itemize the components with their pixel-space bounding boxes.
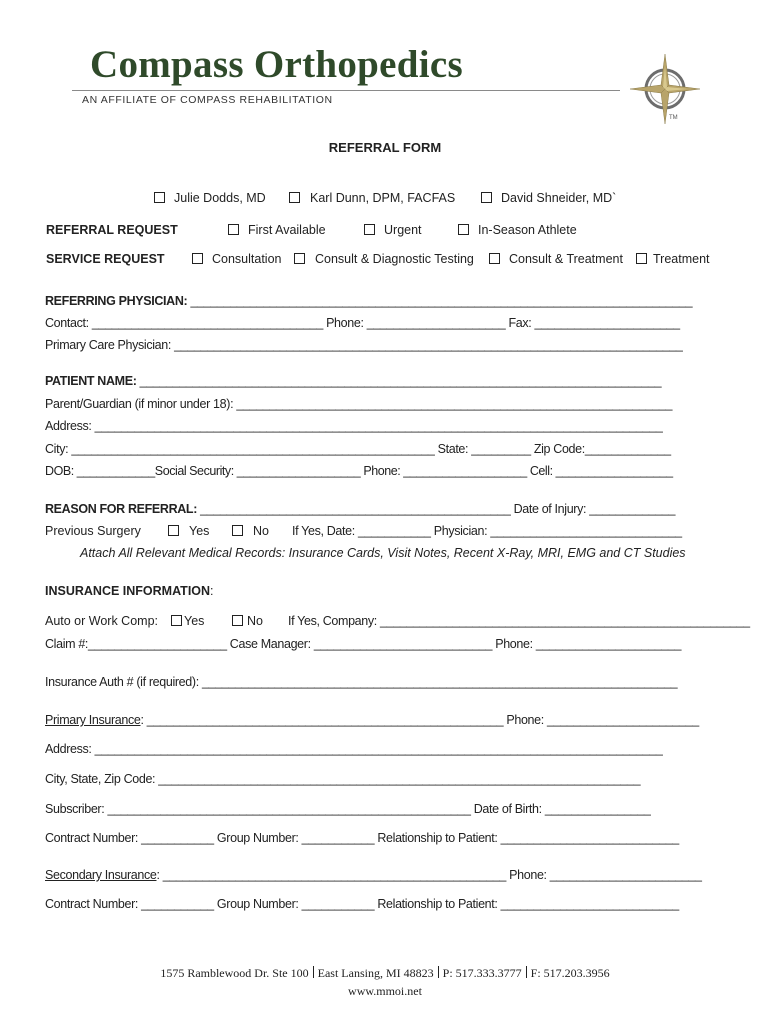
- auto-comp-no-checkbox[interactable]: [232, 615, 243, 626]
- consult-treatment-checkbox[interactable]: [489, 253, 500, 264]
- referring-physician-line[interactable]: [45, 293, 692, 309]
- if-yes-company-line[interactable]: If Yes, Company: ________________________________________________________: [288, 614, 750, 628]
- referring-physician-label: REFERRING PHYSICIAN:: [45, 294, 188, 308]
- dob-line[interactable]: DOB: ____________Social Security: ___________________ Phone: ___________________ Cell: __________________: [45, 464, 673, 478]
- footer-city: East Lansing, MI 48823: [317, 966, 434, 980]
- urgent-label: Urgent: [384, 223, 422, 237]
- contact-line[interactable]: Contact: ___________________________________ Phone: _____________________ Fax: ______________________: [45, 316, 680, 330]
- referral-request-label: REFERRAL REQUEST: [46, 223, 178, 237]
- insurance-information-colon: :: [210, 584, 214, 598]
- auto-comp-yes-checkbox[interactable]: [171, 615, 182, 626]
- physician-checkbox-dunn[interactable]: [289, 192, 300, 203]
- footer: [0, 964, 770, 1000]
- consultation-checkbox[interactable]: [192, 253, 203, 264]
- previous-surgery-label: Previous Surgery: [45, 524, 141, 538]
- auto-work-comp-label: Auto or Work Comp:: [45, 614, 159, 628]
- treatment-label: Treatment: [653, 252, 710, 266]
- reason-line[interactable]: REASON FOR REFERRAL: _______________________________________________ Date of Injury: _____________: [45, 502, 676, 516]
- physician-checkbox-dodds[interactable]: [154, 192, 165, 203]
- first-available-label: First Available: [248, 223, 326, 237]
- secondary-insurance-line[interactable]: [45, 867, 702, 883]
- referring-physician-field[interactable]: ____________________________________________________________________________: [187, 294, 693, 308]
- treatment-checkbox[interactable]: [636, 253, 647, 264]
- contract-number-line-primary[interactable]: Contract Number: ___________ Group Number: ___________ Relationship to Patient: ___________________________: [45, 831, 679, 845]
- footer-separator: [438, 966, 439, 978]
- secondary-insurance-field[interactable]: : ____________________________________________________ Phone: _______________________: [156, 868, 702, 882]
- footer-contact-line: [0, 964, 770, 982]
- insurance-information-heading: [45, 583, 214, 599]
- physician-label-dodds: Julie Dodds, MD: [174, 191, 266, 205]
- physician-label-dunn: Karl Dunn, DPM, FACFAS: [310, 191, 456, 205]
- primary-insurance-field[interactable]: : ______________________________________________________ Phone: _______________________: [140, 713, 699, 727]
- consult-diagnostic-checkbox[interactable]: [294, 253, 305, 264]
- previous-surgery-no-checkbox[interactable]: [232, 525, 243, 536]
- compass-rose-icon: [628, 52, 702, 126]
- form-title: REFERRAL FORM: [328, 140, 442, 155]
- city-line[interactable]: City: _______________________________________________________ State: _________ Zip Code:_____________: [45, 442, 671, 456]
- previous-surgery-no-label: No: [253, 524, 269, 538]
- reason-label: REASON FOR REFERRAL:: [45, 502, 198, 516]
- footer-separator: [526, 966, 527, 978]
- primary-insurance-line[interactable]: [45, 712, 699, 728]
- consultation-label: Consultation: [212, 252, 282, 266]
- attach-records-note: Attach All Relevant Medical Records: Insurance Cards, Visit Notes, Recent X-Ray, MRI, EMG and CT Studies: [80, 546, 686, 560]
- insurance-information-label: INSURANCE INFORMATION: [45, 584, 211, 598]
- in-season-athlete-label: In-Season Athlete: [478, 223, 577, 237]
- parent-guardian-line[interactable]: Parent/Guardian (if minor under 18): __________________________________________________________________: [45, 397, 673, 411]
- patient-name-label: PATIENT NAME:: [45, 374, 137, 388]
- brand-name: Compass Orthopedics: [90, 43, 463, 86]
- consult-diagnostic-label: Consult & Diagnostic Testing: [315, 252, 474, 266]
- footer-phone: P: 517.333.3777: [442, 966, 522, 980]
- previous-surgery-yes-label: Yes: [189, 524, 210, 538]
- trademark-mark: TM: [669, 115, 678, 121]
- contract-number-line-secondary[interactable]: Contract Number: ___________ Group Number: ___________ Relationship to Patient: ___________________________: [45, 897, 679, 911]
- physician-label-shneider: David Shneider, MD`: [501, 191, 617, 205]
- footer-website[interactable]: www.mmoi.net: [348, 984, 422, 998]
- auto-comp-yes-label: Yes: [184, 614, 205, 628]
- footer-fax: F: 517.203.3956: [530, 966, 610, 980]
- physician-checkbox-shneider[interactable]: [481, 192, 492, 203]
- claim-line[interactable]: Claim #:_____________________ Case Manager: ___________________________ Phone: ______________________: [45, 637, 682, 651]
- subscriber-line[interactable]: Subscriber: _______________________________________________________ Date of Birth: ________________: [45, 802, 651, 816]
- footer-separator: [313, 966, 314, 978]
- secondary-insurance-label: Secondary Insurance: [45, 868, 157, 882]
- primary-care-line[interactable]: Primary Care Physician: _____________________________________________________________________________: [45, 338, 683, 352]
- address-line[interactable]: Address: ______________________________________________________________________________________: [45, 419, 663, 433]
- footer-address: 1575 Ramblewood Dr. Ste 100: [160, 966, 309, 980]
- urgent-checkbox[interactable]: [364, 224, 375, 235]
- in-season-athlete-checkbox[interactable]: [458, 224, 469, 235]
- insurance-address-line[interactable]: Address: ______________________________________________________________________________________: [45, 742, 663, 756]
- auto-comp-no-label: No: [247, 614, 263, 628]
- header-divider: [72, 90, 620, 91]
- service-request-label: SERVICE REQUEST: [46, 252, 165, 266]
- first-available-checkbox[interactable]: [228, 224, 239, 235]
- city-state-zip-line[interactable]: City, State, Zip Code: _________________________________________________________________________: [45, 772, 641, 786]
- previous-surgery-yes-checkbox[interactable]: [168, 525, 179, 536]
- insurance-auth-line[interactable]: Insurance Auth # (if required): ________________________________________________________________________: [45, 675, 678, 689]
- patient-name-line[interactable]: PATIENT NAME: _______________________________________________________________________________: [45, 374, 662, 388]
- consult-treatment-label: Consult & Treatment: [509, 252, 623, 266]
- primary-insurance-label: Primary Insurance: [45, 713, 141, 727]
- brand-tagline: AN AFFILIATE OF COMPASS REHABILITATION: [82, 94, 333, 106]
- if-yes-date-line[interactable]: If Yes, Date: ___________ Physician: _____________________________: [292, 524, 682, 538]
